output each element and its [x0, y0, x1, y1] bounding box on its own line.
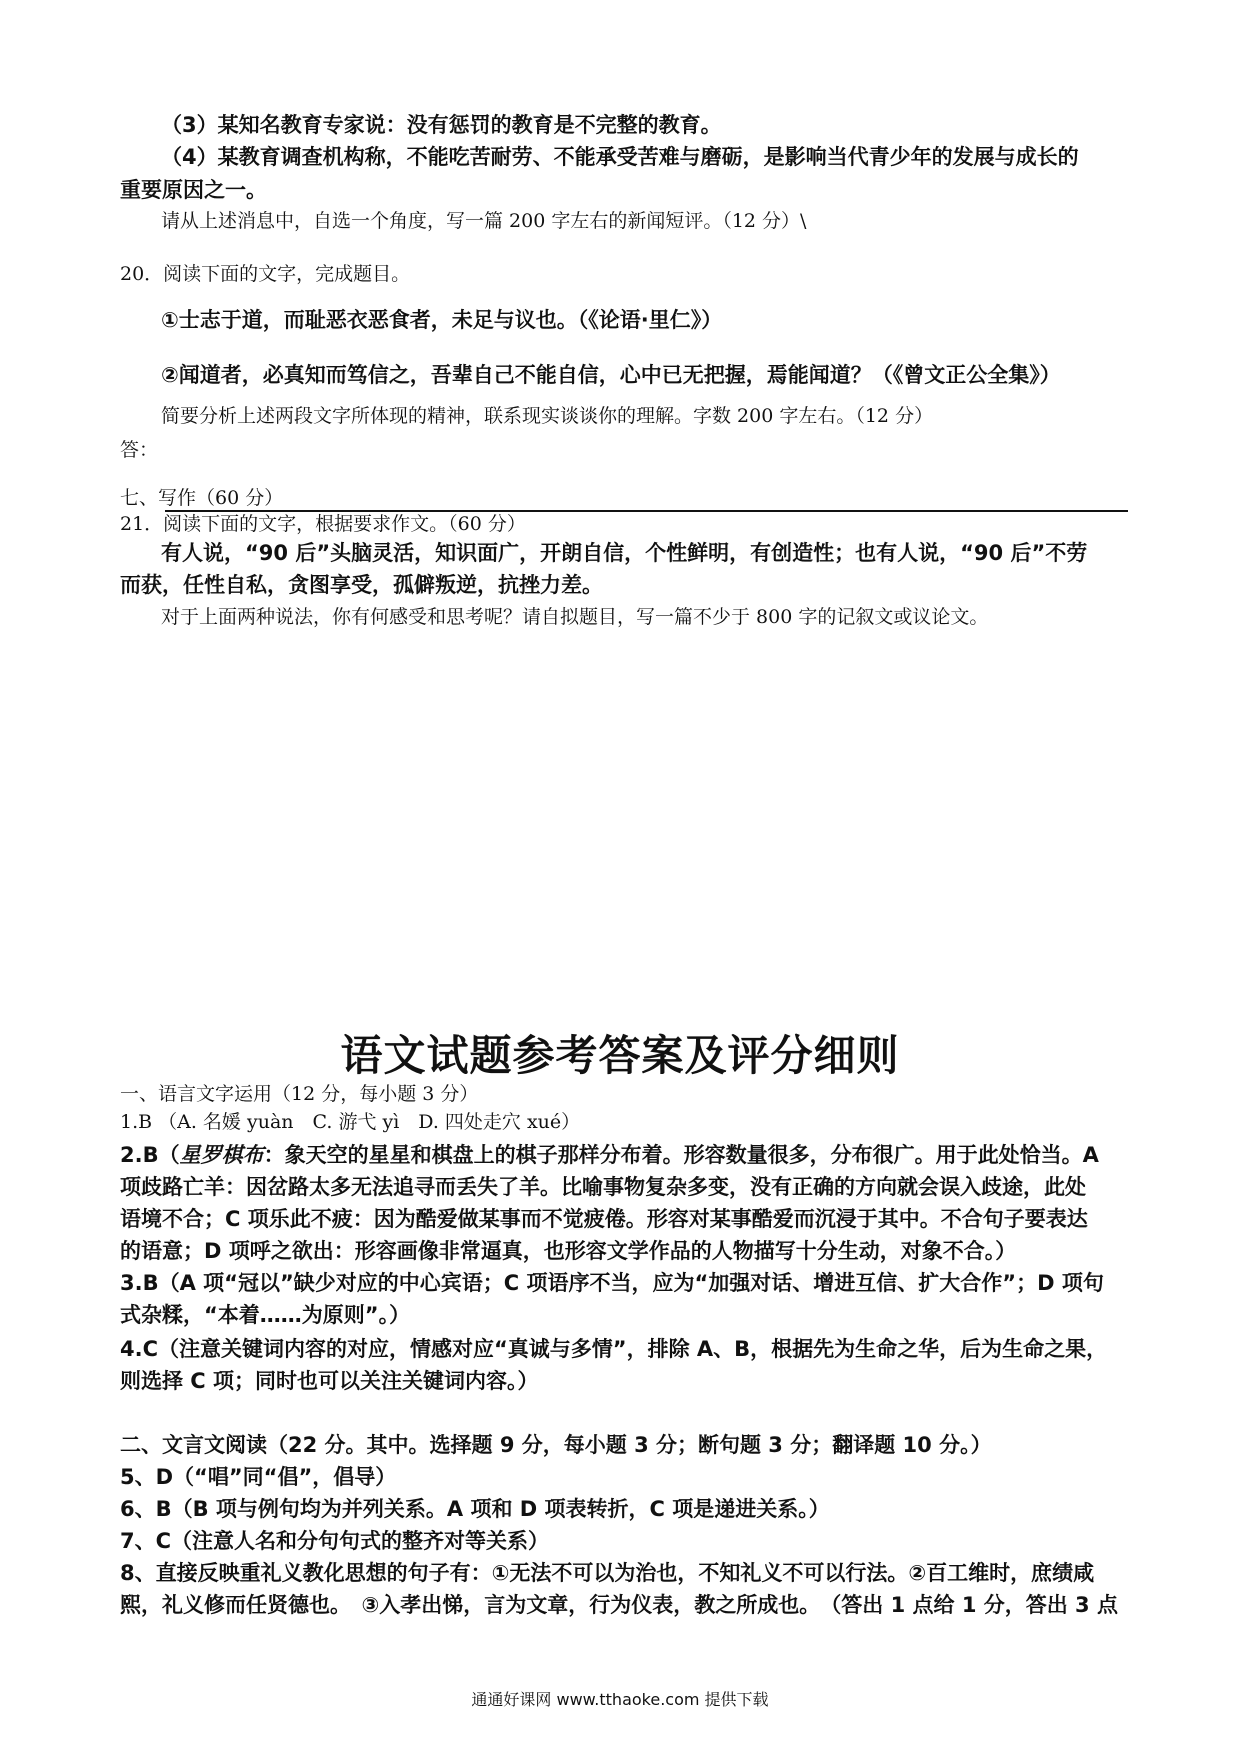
- answer-2-line-4: 的语意；D 项呼之欲出：形容画像非常逼真，也形容文学作品的人物描写十分生动，对象不合。）: [120, 1239, 1017, 1263]
- answer-4-line-2: 则选择 C 项；同时也可以关注关键词内容。）: [120, 1369, 539, 1393]
- answer-2-line-1: [120, 1140, 1120, 1170]
- answer-1: 1.B （A. 名媛 yuàn C. 游弋 yì D. 四处走穴 xué）: [120, 1111, 581, 1133]
- q21-heading: 21．阅读下面的文字，根据要求作文。（60 分）: [120, 513, 526, 535]
- answers-section-2-heading: 二、文言文阅读（22 分。其中。选择题 9 分，每小题 3 分；断句题 3 分；翻译题 10 分。）: [120, 1433, 992, 1457]
- answers-section-1-heading: 一、语言文字运用（12 分，每小题 3 分）: [120, 1083, 479, 1105]
- answer-label: 答：: [120, 439, 159, 461]
- answer-5: 5、D（“唱”同“倡”，倡导）: [120, 1465, 397, 1489]
- news-item-4-line-1: （4）某教育调查机构称，不能吃苦耐劳、不能承受苦难与磨砺，是影响当代青少年的发展与成长的: [161, 145, 1079, 169]
- answer-2-line-3: 语境不合；C 项乐此不疲：因为酷爱做某事而不觉疲倦。形容对某事酷爱而沉浸于其中。不合句子要表达: [120, 1207, 1088, 1231]
- footer-source: 通通好课网 www.tthaoke.com 提供下载: [471, 1690, 769, 1709]
- answer-7: 7、C（注意人名和分句句式的整齐对等关系）: [120, 1529, 550, 1553]
- answer-3-line-1: 3.B（A 项“冠以”缺少对应的中心宾语；C 项语序不当，应为“加强对话、增进互信、扩大合作”；D 项句: [120, 1271, 1104, 1295]
- answer-4-line-1: 4.C（注意关键词内容的对应，情感对应“真诚与多情”，排除 A、B，根据先为生命之华，后为生命之果，: [120, 1337, 1108, 1361]
- answer-8-line-1: 8、直接反映重礼义教化思想的句子有：①无法不可以为治也，不知礼义不可以行法。②百工维时，庶绩咸: [120, 1561, 1095, 1585]
- answer-3-line-2: 式杂糅，“本着……为原则”。）: [120, 1303, 411, 1327]
- answer-2-line-2: 项歧路亡羊：因岔路太多无法追寻而丢失了羊。比喻事物复杂多变，没有正确的方向就会误入歧途，此处: [120, 1175, 1086, 1199]
- answer-2-prefix: 2.B（: [120, 1143, 180, 1167]
- q21-prompt: 对于上面两种说法，你有何感受和思考呢？请自拟题目，写一篇不少于 800 字的记叙文或议论文。: [161, 606, 989, 628]
- section-7-heading: 七、写作（60 分）: [120, 487, 284, 509]
- q20-quote-1: ①士志于道，而耻恶衣恶食者，未足与议也。（《论语·里仁》）: [161, 308, 723, 332]
- q19-prompt: 请从上述消息中，自选一个角度，写一篇 200 字左右的新闻短评。（12 分）\: [161, 210, 807, 232]
- q21-material-line-1: 有人说，“90 后”头脑灵活，知识面广，开朗自信，个性鲜明，有创造性；也有人说，“90 后”不劳: [161, 541, 1088, 565]
- answers-title: 语文试题参考答案及评分细则: [340, 1031, 900, 1080]
- q20-heading: 20．阅读下面的文字，完成题目。: [120, 263, 411, 285]
- answer-2-line-1-rest: ：象天空的星星和棋盘上的棋子那样分布着。形容数量很多，分布很广。用于此处恰当。A: [263, 1143, 1099, 1167]
- q20-quote-2: ②闻道者，必真知而笃信之，吾辈自己不能自信，心中已无把握，焉能闻道？（《曾文正公全集》）: [161, 363, 1061, 387]
- answer-6: 6、B（B 项与例句均为并列关系。A 项和 D 项表转折，C 项是递进关系。）: [120, 1497, 830, 1521]
- answer-8-line-2: 熙，礼义修而任贤德也。 ③入孝出悌，言为文章，行为仪表，教之所成也。 （答出 1 点给 1 分，答出 3 点: [120, 1593, 1118, 1617]
- q21-material-line-2: 而获，任性自私，贪图享受，孤僻叛逆，抗挫力差。: [120, 573, 603, 597]
- news-item-3: （3）某知名教育专家说：没有惩罚的教育是不完整的教育。: [161, 113, 722, 137]
- q20-prompt: 简要分析上述两段文字所体现的精神，联系现实谈谈你的理解。字数 200 字左右。（12 分）: [161, 405, 934, 427]
- news-item-4-line-2: 重要原因之一。: [120, 178, 267, 202]
- answer-2-term: 星罗棋布: [179, 1143, 264, 1167]
